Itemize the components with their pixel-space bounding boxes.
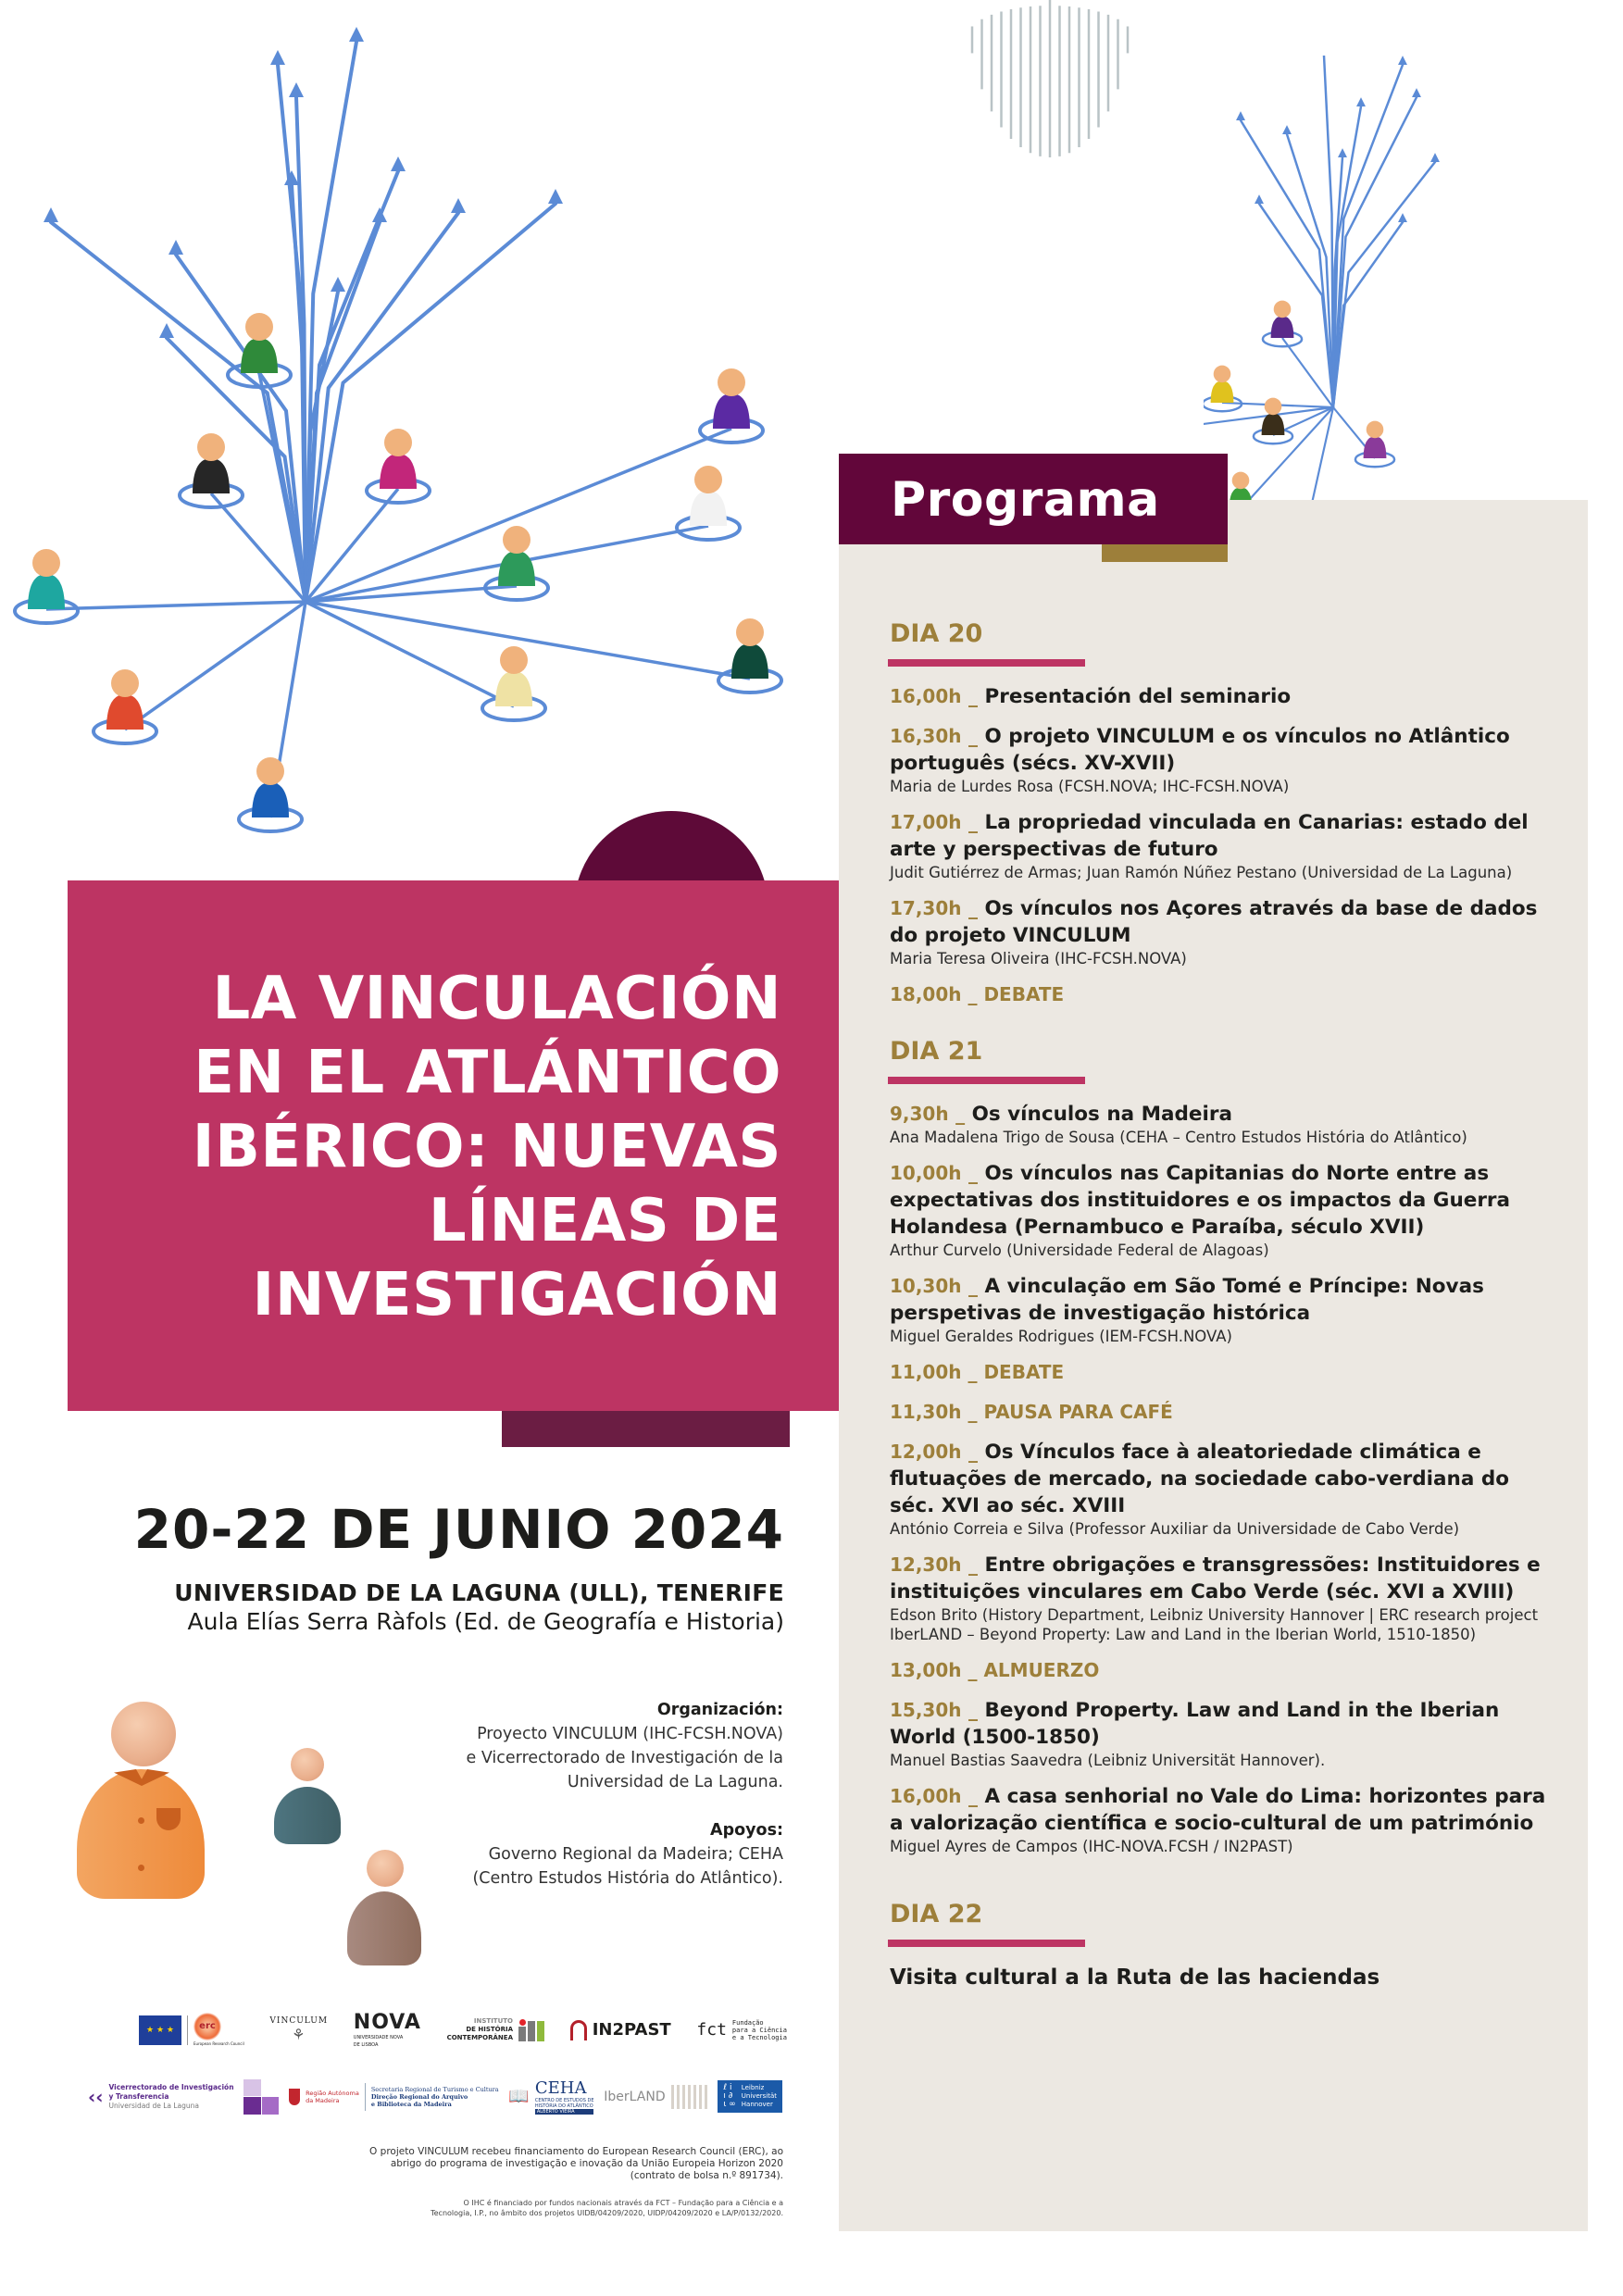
arrow-head-icon	[331, 277, 345, 292]
venue-room: Aula Elías Serra Ràfols (Ed. de Geografía e Historia)	[187, 1608, 784, 1635]
network-link	[46, 602, 306, 609]
session-title: La propriedad vinculada en Canarias: estado del arte y perspectivas de futuro	[890, 811, 1529, 861]
network-branch	[1333, 97, 1417, 407]
ihc-mark-icon	[518, 2019, 544, 2041]
nova-wordmark: NOVA	[353, 2011, 421, 2034]
madeira-shield-icon	[289, 2089, 300, 2105]
network-people-illustration	[0, 0, 833, 870]
session-speaker: Maria de Lurdes Rosa (FCSH.NOVA; IHC-FCSH.NOVA)	[890, 778, 1290, 795]
madeira-line: da Madeira	[306, 2096, 340, 2104]
schedule-break	[890, 981, 1556, 1008]
organization-line: Universidad de La Laguna.	[567, 1773, 783, 1791]
person-figure-large	[77, 1702, 206, 1901]
session-title: DEBATE	[983, 1361, 1065, 1383]
ceha-line: CENTRO DE ESTUDOS DE	[534, 2098, 594, 2103]
network-branch	[1259, 204, 1333, 407]
network-branch	[176, 255, 306, 602]
session-time: 17,00h	[890, 811, 962, 833]
leibniz-line: Universität	[741, 2092, 777, 2100]
partner-logos-row-2	[88, 2078, 782, 2115]
title-box	[68, 880, 839, 1411]
arrow-head-icon	[1338, 148, 1347, 157]
day-title: DIA 21	[890, 1037, 983, 1066]
network-branch	[1241, 120, 1333, 407]
time-separator: _	[968, 1275, 978, 1297]
erc-logo-mark: erc	[194, 2013, 221, 2040]
event-dates: 20-22 DE JUNIO 2024	[133, 1498, 784, 1561]
arrow-head-icon	[1255, 194, 1264, 204]
network-branch	[1287, 134, 1333, 407]
day-underline	[888, 659, 1085, 667]
session-item	[890, 809, 1556, 882]
arrow-head-icon	[1236, 111, 1245, 120]
arrow-head-icon	[270, 50, 285, 65]
time-separator: _	[968, 897, 978, 919]
schedule-break	[890, 1399, 1556, 1426]
arrow-head-icon	[349, 27, 364, 42]
time-separator: _	[968, 1699, 978, 1721]
arrow-head-icon	[44, 207, 58, 222]
madeira-line: e Biblioteca da Madeira	[370, 2100, 452, 2108]
time-separator: _	[968, 1401, 978, 1423]
session-speaker: Manuel Bastias Saavedra (Leibniz Universität Hannover).	[890, 1752, 1326, 1769]
time-separator: _	[968, 725, 978, 747]
vice-line: Vicerrectorado de Investigación	[108, 2082, 234, 2091]
arrow-head-icon	[391, 156, 406, 171]
program-day	[890, 618, 1556, 1008]
network-link	[1241, 407, 1333, 509]
session-speaker: António Correia e Silva (Professor Auxiliar da Universidade de Cabo Verde)	[890, 1520, 1460, 1538]
madeira-line: Secretaria Regional de Turismo e Cultura	[370, 2085, 499, 2093]
session-item	[890, 1160, 1556, 1260]
ceha-logo	[508, 2078, 593, 2115]
arch-icon	[570, 2020, 587, 2040]
time-separator: _	[968, 685, 978, 707]
pawn-person-icon	[15, 549, 78, 623]
arrow-head-icon	[548, 189, 563, 204]
session-title: Beyond Property. Law and Land in the Iberian World (1500-1850)	[890, 1699, 1500, 1749]
session-time: 11,00h	[890, 1361, 962, 1383]
pawn-person-icon	[482, 646, 545, 720]
time-separator: _	[968, 1162, 978, 1184]
session-title: O projeto VINCULUM e os vínculos no Atlântico português (sécs. XV-XVII)	[890, 725, 1510, 775]
ihc-logo	[447, 2017, 544, 2042]
organization-block	[407, 1698, 783, 1890]
session-title: Os Vínculos face à aleatoriedade climática e flutuações de mercado, na sociedade cabo-verdiana do séc. XVI ao séc. XVIII	[890, 1441, 1510, 1517]
fct-funding-note	[250, 2198, 783, 2218]
vice-caption: Universidad de La Laguna	[108, 2101, 199, 2110]
ihc-line: CONTEMPORÂNEA	[446, 2034, 513, 2041]
funding-line: O IHC é financiado por fundos nacionais através da FCT – Fundação para a Ciência e a	[463, 2199, 783, 2207]
time-separator: _	[968, 811, 978, 833]
session-title: DEBATE	[983, 983, 1065, 1005]
session-speaker: Judit Gutiérrez de Armas; Juan Ramón Núñez Pestano (Universidad de La Laguna)	[890, 864, 1513, 881]
arrow-head-icon	[1282, 125, 1292, 134]
ihc-line: INSTITUTO	[473, 2017, 513, 2025]
arrow-head-icon	[1412, 88, 1421, 97]
fct-line: e a Tecnologia	[731, 2033, 787, 2041]
network-link	[125, 602, 306, 730]
pawn-person-icon	[1263, 301, 1302, 347]
funding-line: abrigo do programa de investigação e inovação da União Europeia Horizon 2020	[390, 2158, 783, 2169]
session-title: Os vínculos nas Capitanias do Norte entre as expectativas dos instituidores e os impactos da Guerra Holandesa (Pernambuco e Paraíba, século XVII)	[890, 1162, 1511, 1239]
book-icon: 📖	[508, 2087, 530, 2106]
session-item	[890, 1439, 1556, 1539]
session-time: 10,00h	[890, 1162, 962, 1184]
leibniz-line: Hannover	[741, 2101, 773, 2108]
pawn-person-icon	[718, 618, 781, 693]
day-title: DIA 20	[890, 619, 983, 648]
session-title: PAUSA PARA CAFÉ	[983, 1401, 1173, 1423]
session-item	[890, 1273, 1556, 1346]
iberland-wordmark: IberLAND	[604, 2089, 666, 2104]
session-title: A vinculação em São Tomé e Príncipe: Novas perspetivas de investigação histórica	[890, 1275, 1484, 1325]
organization-line: e Vicerrectorado de Investigación de la	[466, 1749, 783, 1767]
network-branch	[167, 338, 306, 602]
ceha-line: HISTÓRIA DO ATLÂNTICO	[534, 2103, 593, 2109]
time-separator: _	[968, 1659, 978, 1681]
person-figure-teal	[274, 1748, 341, 1845]
vinculum-wordmark: VINCULUM	[269, 2016, 329, 2026]
session-title: Os vínculos nos Açores através da base de dados do projeto VINCULUM	[890, 897, 1538, 947]
pawn-person-icon	[367, 429, 430, 503]
arrow-head-icon	[1398, 56, 1407, 65]
schedule-break	[890, 1359, 1556, 1386]
title-line: LÍNEAS DE	[428, 1187, 781, 1255]
program-heading: Programa	[891, 472, 1160, 528]
in2past-logo	[570, 2020, 671, 2040]
fct-wordmark: fct	[696, 2020, 727, 2040]
arrow-head-icon	[159, 323, 174, 338]
arrow-head-icon	[169, 240, 183, 255]
eu-erc-logo	[139, 2013, 244, 2048]
session-speaker: Arthur Curvelo (Universidade Federal de Alagoas)	[890, 1242, 1269, 1259]
session-time: 16,00h	[890, 685, 962, 707]
session-time: 11,30h	[890, 1401, 962, 1423]
funding-line: (contrato de bolsa n.º 891734).	[630, 2170, 783, 2181]
title-line: EN EL ATLÁNTICO	[194, 1039, 781, 1107]
funding-line: O projeto VINCULUM recebeu financiamento do European Research Council (ERC), ao	[369, 2146, 783, 2157]
time-separator: _	[968, 1785, 978, 1807]
session-item	[890, 1101, 1556, 1147]
arrow-head-icon	[1430, 153, 1440, 162]
session-title: ALMUERZO	[983, 1659, 1100, 1681]
funding-line: Tecnologia, I.P., no âmbito dos projetos UIDB/04209/2020, UIDP/04209/2020 e LA/P/0132/2020.	[431, 2209, 783, 2217]
time-separator: _	[955, 1103, 966, 1125]
ull-vicerrectorado-logo	[88, 2083, 234, 2111]
session-item	[890, 1552, 1556, 1644]
partner-logos-row-1	[139, 2011, 787, 2049]
madeira-logo	[289, 2083, 499, 2111]
session-speaker: Ana Madalena Trigo de Sousa (CEHA – Centro Estudos História do Atlântico)	[890, 1129, 1467, 1146]
session-speaker: Maria Teresa Oliveira (IHC-FCSH.NOVA)	[890, 950, 1187, 967]
erc-caption: European Research Council	[194, 2040, 244, 2046]
erc-funding-note	[250, 2146, 783, 2182]
session-speaker: Edson Brito (History Department, Leibniz University Hannover | ERC research project IberLAND – Beyond Property: Law and Land in the Iberian World, 1510-1850)	[890, 1606, 1539, 1643]
session-speaker: Miguel Ayres de Campos (IHC-NOVA.FCSH / IN2PAST)	[890, 1838, 1293, 1855]
session-list	[890, 1084, 1556, 1856]
title-line: IBÉRICO: NUEVAS	[192, 1113, 781, 1181]
session-time: 16,30h	[890, 725, 962, 747]
venue-university: UNIVERSIDAD DE LA LAGUNA (ULL), TENERIFE	[174, 1579, 784, 1606]
leibniz-line: Leibniz	[741, 2084, 765, 2091]
pawn-person-icon	[1204, 366, 1242, 412]
title-underbar	[502, 1411, 790, 1447]
session-item	[890, 723, 1556, 796]
day-underline	[888, 1940, 1085, 1947]
support-line: (Centro Estudos História do Atlântico).	[472, 1869, 783, 1888]
pawn-person-icon	[700, 368, 763, 443]
pawn-person-icon	[239, 757, 302, 831]
session-time: 16,00h	[890, 1785, 962, 1807]
nova-caption: UNIVERSIDADE NOVA DE LISBOA	[353, 2035, 404, 2048]
time-separator: _	[968, 1441, 978, 1463]
program-heading-accent	[1102, 544, 1228, 562]
network-link	[306, 489, 398, 602]
fct-line: para a Ciência	[731, 2026, 787, 2034]
day-underline	[888, 1077, 1085, 1084]
closing-activity: Visita cultural a la Ruta de las haciendas	[890, 1965, 1380, 1990]
pawn-person-icon	[180, 433, 243, 507]
nova-logo	[354, 2011, 421, 2049]
arrow-head-icon	[1356, 97, 1366, 106]
session-time: 10,30h	[890, 1275, 962, 1297]
iberland-logo	[604, 2085, 707, 2109]
eu-flag-icon: ★ ★ ★	[139, 2015, 181, 2045]
session-title: A casa senhorial no Vale do Lima: horizontes para a valorização científica e socio-cultural de um património	[890, 1785, 1546, 1835]
title-line: INVESTIGACIÓN	[252, 1261, 781, 1329]
support-label: Apoyos:	[710, 1821, 783, 1840]
network-link	[306, 602, 750, 679]
session-item	[890, 1783, 1556, 1856]
event-title	[68, 880, 839, 1332]
vinculum-logo	[269, 2016, 328, 2043]
session-speaker: Miguel Geraldes Rodrigues (IEM-FCSH.NOVA)	[890, 1328, 1232, 1345]
ceha-wordmark: CEHA	[534, 2078, 587, 2098]
session-time: 12,00h	[890, 1441, 962, 1463]
ull-mark-icon: ‹‹	[88, 2085, 104, 2108]
leibniz-mark-icon: ℓ i ı ∂ ι ∞	[723, 2083, 736, 2109]
program-heading-box	[839, 454, 1228, 544]
title-line: LA VINCULACIÓN	[212, 965, 781, 1033]
session-time: 17,30h	[890, 897, 962, 919]
network-link	[1282, 338, 1333, 407]
arrow-head-icon	[451, 198, 466, 213]
striped-circle-decoration	[963, 0, 1148, 157]
madeira-line: Direção Regional do Arquivo	[370, 2092, 468, 2101]
leibniz-logo	[718, 2080, 782, 2113]
day-title: DIA 22	[890, 1900, 983, 1928]
arrow-head-icon	[372, 207, 387, 222]
session-title: Entre obrigações e transgressões: Instituidores e instituições vinculares em Cabo Verde (séc. XVI a XVIII)	[890, 1554, 1541, 1603]
schedule-break	[890, 1657, 1556, 1684]
pawn-person-icon	[1355, 421, 1394, 468]
organization-label: Organización:	[656, 1701, 783, 1719]
session-time: 15,30h	[890, 1699, 962, 1721]
session-time: 18,00h	[890, 983, 962, 1005]
madeira-line: Região Autónoma	[306, 2089, 359, 2097]
support-line: Governo Regional da Madeira; CEHA	[488, 1845, 783, 1864]
session-title: Os vínculos na Madeira	[971, 1103, 1232, 1126]
time-separator: _	[968, 983, 978, 1005]
network-link	[306, 602, 514, 706]
session-item	[890, 895, 1556, 968]
session-item	[890, 683, 1556, 710]
arrow-head-icon	[289, 82, 304, 97]
session-time: 13,00h	[890, 1659, 962, 1681]
time-separator: _	[968, 1554, 978, 1576]
arrow-head-icon	[1398, 213, 1407, 222]
vice-line: y Transferencia	[108, 2091, 169, 2101]
roots-icon: ⚘	[292, 2026, 306, 2043]
fct-line: Fundação	[731, 2018, 764, 2027]
network-branch	[306, 213, 458, 602]
session-list	[890, 667, 1556, 1008]
session-title: Presentación del seminario	[984, 685, 1292, 708]
session-item	[890, 1697, 1556, 1770]
fct-logo	[696, 2019, 787, 2041]
session-time: 12,30h	[890, 1554, 962, 1576]
ceha-line: ALBERTO VIEIRA	[535, 2109, 594, 2115]
time-separator: _	[968, 1361, 978, 1383]
organization-line: Proyecto VINCULUM (IHC-FCSH.NOVA)	[477, 1725, 783, 1743]
program-day	[890, 1899, 1556, 1990]
network-branch	[1333, 162, 1435, 407]
program-day	[890, 1036, 1556, 1856]
world-map-icon	[671, 2085, 708, 2109]
program-schedule	[890, 618, 1556, 1990]
pawn-person-icon	[94, 669, 156, 743]
in2past-wordmark: IN2PAST	[592, 2020, 671, 2040]
ihc-line: DE HISTÓRIA	[466, 2026, 513, 2033]
session-time: 9,30h	[890, 1103, 949, 1125]
ull-square-logo	[243, 2079, 279, 2115]
